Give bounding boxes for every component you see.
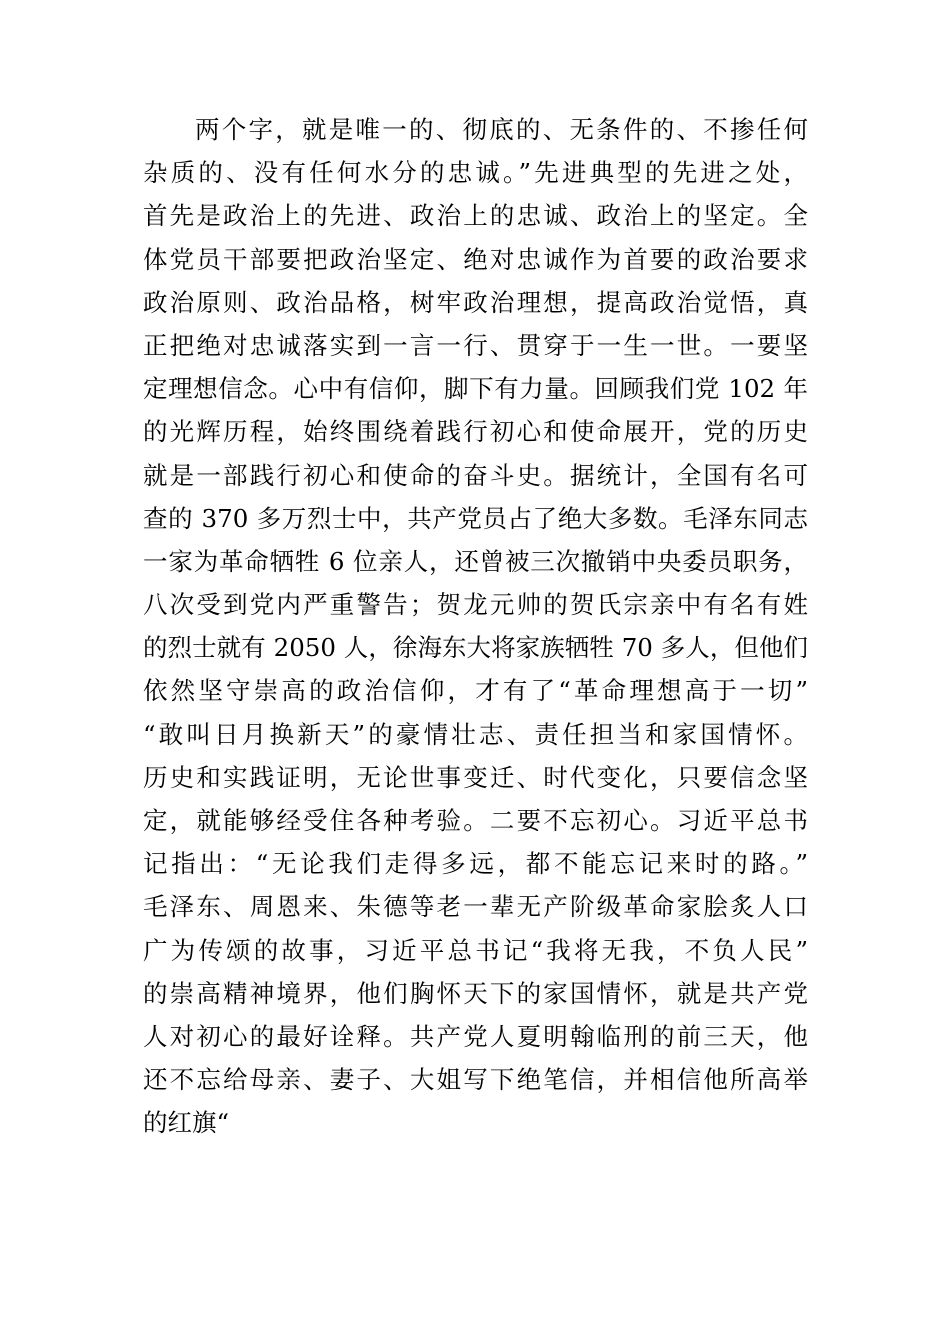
text-line: 两个字，就是唯一的、彻底的、无条件的、不掺任何 [195,115,808,144]
text-line: 定理想信念。心中有信仰，脚下有力量。回顾我们党 102 年 [143,374,808,404]
text-line: 定，就能够经受住各种考验。二要不忘初心。习近平总书 [143,806,808,835]
text-line: 毛泽东、周恩来、朱德等老一辈无产阶级革命家脍炙人口 [143,892,808,922]
text-line: 的崇高精神境界，他们胸怀天下的家国情怀，就是共产党 [143,978,808,1008]
text-line: 一家为革命牺牲 6 位亲人，还曾被三次撤销中央委员职务， [143,546,808,576]
text-line: 就是一部践行初心和使命的奋斗史。据统计，全国有名可 [143,460,808,490]
text-line: 人对初心的最好诠释。共产党人夏明翰临刑的前三天，他 [143,1021,808,1051]
text-line: 的光辉历程，始终围绕着践行初心和使命展开，党的历史 [143,417,808,447]
text-line: 八次受到党内严重警告；贺龙元帅的贺氏宗亲中有名有姓 [143,590,808,620]
body-paragraph [143,108,808,1145]
text-line: 的红旗“ [143,1108,230,1138]
text-line: 正把绝对忠诚落实到一言一行、贯穿于一生一世。一要坚 [143,330,808,360]
text-line: 记指出：“无论我们走得多远，都不能忘记来时的路。” [143,849,808,879]
text-line: 杂质的、没有任何水分的忠诚。”先进典型的先进之处， [143,158,808,188]
text-line: 首先是政治上的先进、政治上的忠诚、政治上的坚定。全 [143,201,808,231]
text-line: “敢叫日月换新天”的豪情壮志、责任担当和家国情怀。 [143,719,808,749]
text-line: 依然坚守崇高的政治信仰，才有了“革命理想高于一切” [143,676,808,706]
text-line: 查的 370 多万烈士中，共产党员占了绝大多数。毛泽东同志 [143,503,808,533]
text-line: 政治原则、政治品格，树牢政治理想，提高政治觉悟，真 [143,287,808,317]
text-line: 的烈士就有 2050 人，徐海东大将家族牺牲 70 多人，但他们 [143,633,808,663]
text-line: 广为传颂的故事，习近平总书记“我将无我，不负人民” [143,935,808,965]
text-line: 还不忘给母亲、妻子、大姐写下绝笔信，并相信他所高举 [143,1065,808,1095]
text-line: 历史和实践证明，无论世事变迁、时代变化，只要信念坚 [143,762,808,792]
text-line: 体党员干部要把政治坚定、绝对忠诚作为首要的政治要求 [143,244,808,274]
